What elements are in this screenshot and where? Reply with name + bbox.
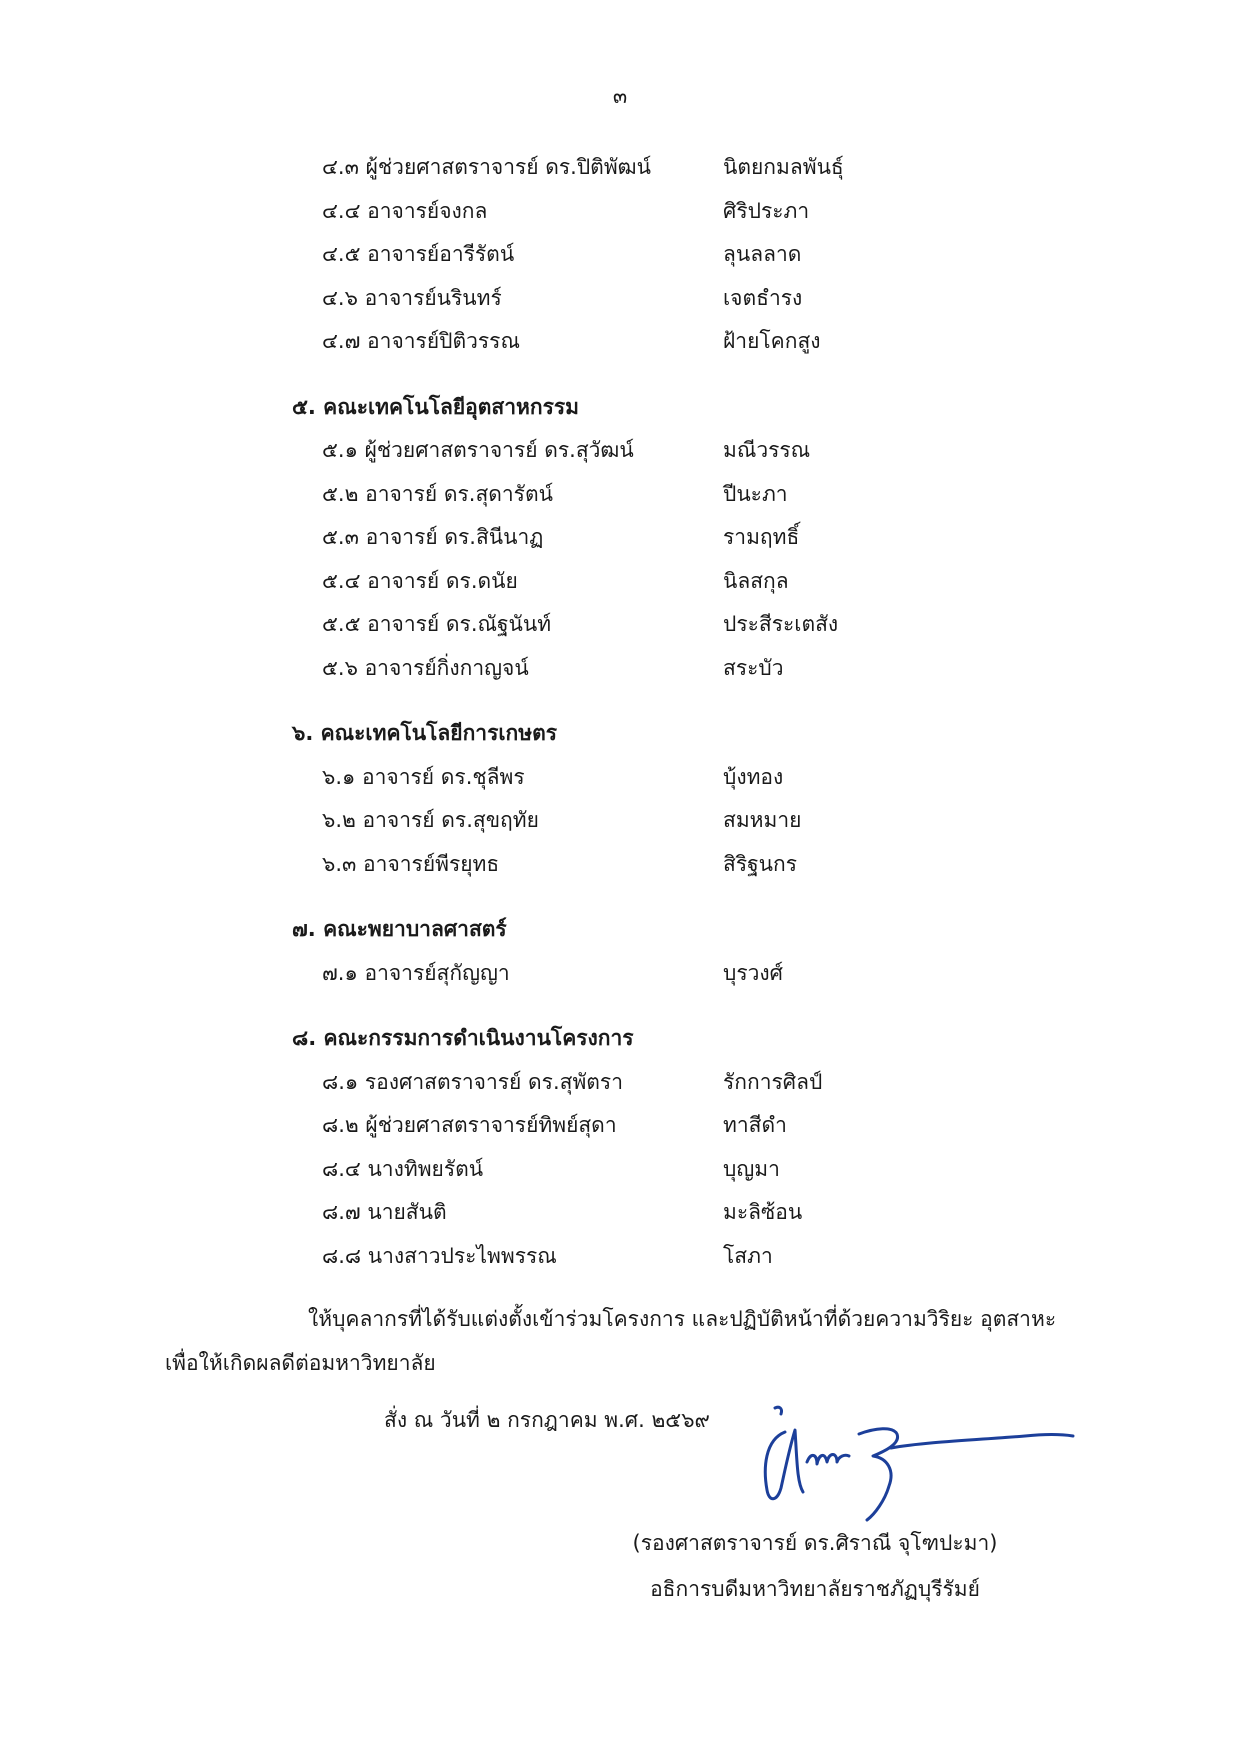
person-name: ๕.๒ อาจารย์ ดร.สุดารัตน์ (322, 481, 553, 506)
list-item (0, 516, 1240, 560)
list-item (0, 560, 1240, 604)
list-item (0, 1104, 1240, 1148)
signer-title: อธิการบดีมหาวิทยาลัยราชภัฏบุรีรัมย์ (650, 1577, 980, 1601)
person-surname: นิตยกมลพันธุ์ (723, 155, 844, 179)
list-item (0, 799, 1240, 843)
person-name: ๕.๑ ผู้ช่วยศาสตราจารย์ ดร.สุวัฒน์ (322, 438, 634, 462)
list-item (0, 146, 1240, 190)
person-name: ๕.๓ อาจารย์ ดร.สินีนาฏ (322, 525, 544, 549)
list-item (0, 429, 1240, 473)
list-item (0, 756, 1240, 800)
order-date: สั่ง ณ วันที่ ๒ กรกฎาคม พ.ศ. ๒๕๖๙ (384, 1408, 710, 1432)
person-surname: มะลิซ้อน (723, 1200, 803, 1224)
person-name: ๘.๔ นางทิพยรัตน์ (322, 1156, 484, 1181)
person-surname: ลุนลลาด (723, 242, 802, 266)
person-surname: ทาสีดำ (723, 1113, 787, 1137)
closing-paragraph (165, 1297, 1057, 1385)
person-name: ๖.๓ อาจารย์พีรยุทธ (322, 851, 500, 876)
signer-name: (รองศาสตราจารย์ ดร.ศิราณี จุโฑปะมา) (632, 1531, 998, 1555)
list-item (0, 843, 1240, 887)
section (0, 712, 1240, 886)
section-title: ๕. คณะเทคโนโลยีอุตสาหกรรม (292, 394, 579, 419)
section-title: ๖. คณะเทคโนโลยีการเกษตร (292, 721, 558, 745)
list-item (0, 952, 1240, 996)
list-item (0, 1061, 1240, 1105)
section (0, 908, 1240, 995)
person-surname: บุรวงศ์ (723, 960, 783, 985)
section (0, 146, 1240, 364)
person-name: ๔.๔ อาจารย์จงกล (322, 198, 488, 223)
person-name: ๘.๗ นายสันติ (322, 1200, 447, 1224)
person-name: ๘.๒ ผู้ช่วยศาสตราจารย์ทิพย์สุดา (322, 1113, 617, 1137)
list-item (0, 277, 1240, 321)
person-surname: ประสีระเตสัง (723, 612, 839, 636)
list-item (0, 1191, 1240, 1235)
person-name: ๘.๘ นางสาวประไพพรรณ (322, 1243, 557, 1268)
list-item (0, 233, 1240, 277)
section-title: ๗. คณะพยาบาลศาสตร์ (292, 917, 507, 941)
list-item (0, 190, 1240, 234)
person-name: ๕.๕ อาจารย์ ดร.ณัฐนันท์ (322, 612, 552, 636)
list-item (0, 1235, 1240, 1279)
list-item (0, 603, 1240, 647)
person-surname: เจตธำรง (723, 285, 803, 310)
person-name: ๕.๖ อาจารย์กิ่งกาญจน์ (322, 655, 529, 680)
closing-line-2: เพื่อให้เกิดผลดีต่อมหาวิทยาลัย (165, 1351, 436, 1375)
person-surname: รามฤทธิ์ (723, 525, 800, 549)
page-number: ๓ (612, 84, 628, 108)
person-surname: มณีวรรณ (723, 438, 811, 462)
section (0, 386, 1240, 691)
list-item (0, 647, 1240, 691)
handwritten-signature (755, 1390, 1085, 1530)
person-name: ๔.๕ อาจารย์อารีรัตน์ (322, 242, 515, 266)
appointment-list (0, 146, 1240, 1278)
person-surname: ปีนะภา (723, 481, 788, 506)
person-surname: สระบัว (723, 655, 784, 680)
person-name: ๖.๑ อาจารย์ ดร.ชุลีพร (322, 764, 525, 789)
person-name: ๔.๗ อาจารย์ปิติวรรณ (322, 329, 520, 353)
person-name: ๔.๖ อาจารย์นรินทร์ (322, 285, 502, 310)
person-surname: นิลสกุล (723, 568, 789, 593)
person-surname: ศิริประภา (723, 198, 810, 223)
person-surname: บุญมา (723, 1156, 780, 1181)
person-name: ๗.๑ อาจารย์สุกัญญา (322, 960, 510, 985)
person-surname: ฝ้ายโคกสูง (723, 329, 821, 353)
person-surname: บุ้งทอง (723, 764, 784, 789)
list-item (0, 1148, 1240, 1192)
person-name: ๔.๓ ผู้ช่วยศาสตราจารย์ ดร.ปิติพัฒน์ (322, 155, 651, 179)
closing-line-1: ให้บุคลากรที่ได้รับแต่งตั้งเข้าร่วมโครงการ และปฏิบัติหน้าที่ด้วยความวิริยะ อุตสาหะ (308, 1307, 1057, 1331)
section (0, 1017, 1240, 1278)
person-name: ๖.๒ อาจารย์ ดร.สุขฤทัย (322, 808, 539, 832)
person-name: ๘.๑ รองศาสตราจารย์ ดร.สุพัตรา (322, 1069, 623, 1094)
person-surname: รักการศิลป์ (723, 1069, 823, 1094)
person-name: ๕.๔ อาจารย์ ดร.ดนัย (322, 568, 518, 593)
person-surname: โสภา (723, 1243, 773, 1268)
person-surname: สมหมาย (723, 808, 802, 832)
list-item (0, 320, 1240, 364)
section-title: ๘. คณะกรรมการดำเนินงานโครงการ (292, 1026, 634, 1050)
person-surname: สิริฐนกร (723, 851, 798, 876)
list-item (0, 473, 1240, 517)
